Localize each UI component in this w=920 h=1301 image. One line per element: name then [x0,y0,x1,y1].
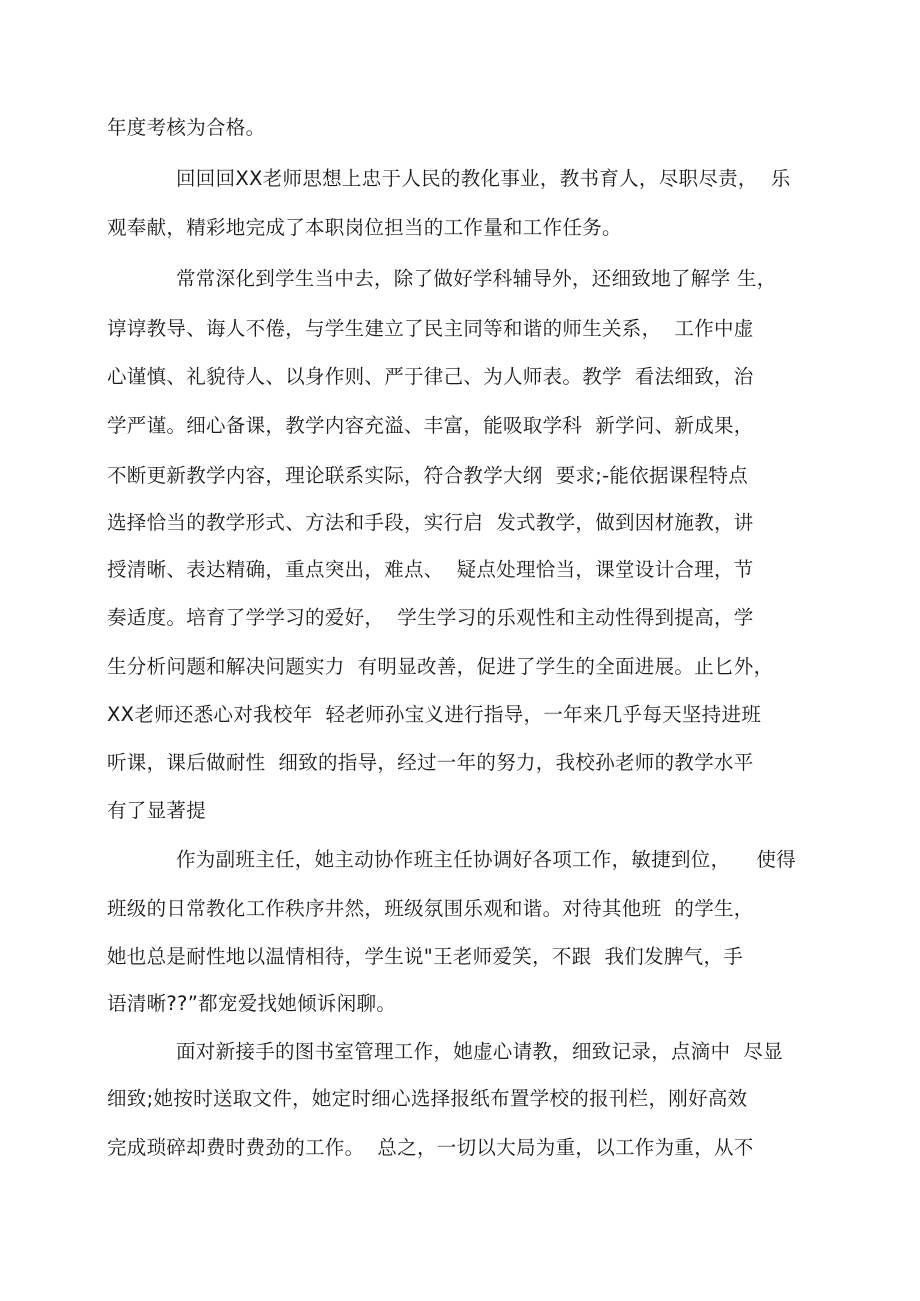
text-line: 回回回XX老师思想上忠于人民的教化事业，教书育人，尽职尽责， 乐 [176,167,791,190]
text-line: 面对新接手的图书室管理工作，她虚心请教，细致记录，点滴中 尽显 [176,1040,783,1063]
text-line: 学严谨。细心备课，教学内容充溢、丰富，能吸取学科 新学问、新成果， [107,414,754,437]
text-line: 心谨慎、礼貌待人、以身作则、严于律己、为人师表。教学 看法细致，治 [107,365,754,388]
text-line: 生分析问题和解决问题实力 有明显改善，促进了学生的全面进展。止匕外， [107,655,774,678]
text-line: 有了显著提 [107,799,207,822]
text-line: XX老师还悉心对我校年 轻老师孙宝义进行指导，一年来几乎每天坚持进班 [107,703,762,726]
text-line: 作为副班主任，她主动协作班主任协调好各项工作，敏捷到位， 使得 [176,848,796,871]
text-line: 她也总是耐性地以温情相待，学生说"王老师爱笑，不跟 我们发脾气，手 [107,945,744,968]
text-line: 常常深化到学生当中去，除了做好学科辅导外，还细致地了解学 生， [176,267,777,290]
text-line: 听课，课后做耐性 细致的指导，经过一年的努力，我校孙老师的教学水平 [107,751,754,774]
text-line: 年度考核为合格。 [107,116,266,139]
text-line: 谆谆教导、诲人不倦，与学生建立了民主同等和谐的师生关系， 工作中虚 [107,317,754,340]
text-line: 班级的日常教化工作秩序井然，班级氛围乐观和谐。对待其他班 的学生， [107,897,754,920]
text-line: 奏适度。培育了学学习的爱好， 学生学习的乐观性和主动性得到提高，学 [107,606,754,629]
text-line: 完成琐碎却费时费劲的工作。 总之，一切以大局为重，以工作为重，从不 [107,1136,754,1159]
text-line: 语清晰??”都宠爱找她倾诉闲聊。 [107,992,397,1015]
text-line: 观奉献，精彩地完成了本职岗位担当的工作量和工作任务。 [107,216,622,239]
text-line: 细致;她按时送取文件，她定时细心选择报纸布置学校的报刊栏，刚好高效 [107,1087,748,1110]
text-line: 授清晰、表达精确，重点突出，难点、 疑点处理恰当，课堂设计合理，节 [107,558,754,581]
text-line: 不断更新教学内容，理论联系实际，符合教学大纲 要求;-能依据课程特点 [107,464,749,487]
text-line: 选择恰当的教学形式、方法和手段，实行启 发式教学，做到因材施教，讲 [107,511,754,534]
